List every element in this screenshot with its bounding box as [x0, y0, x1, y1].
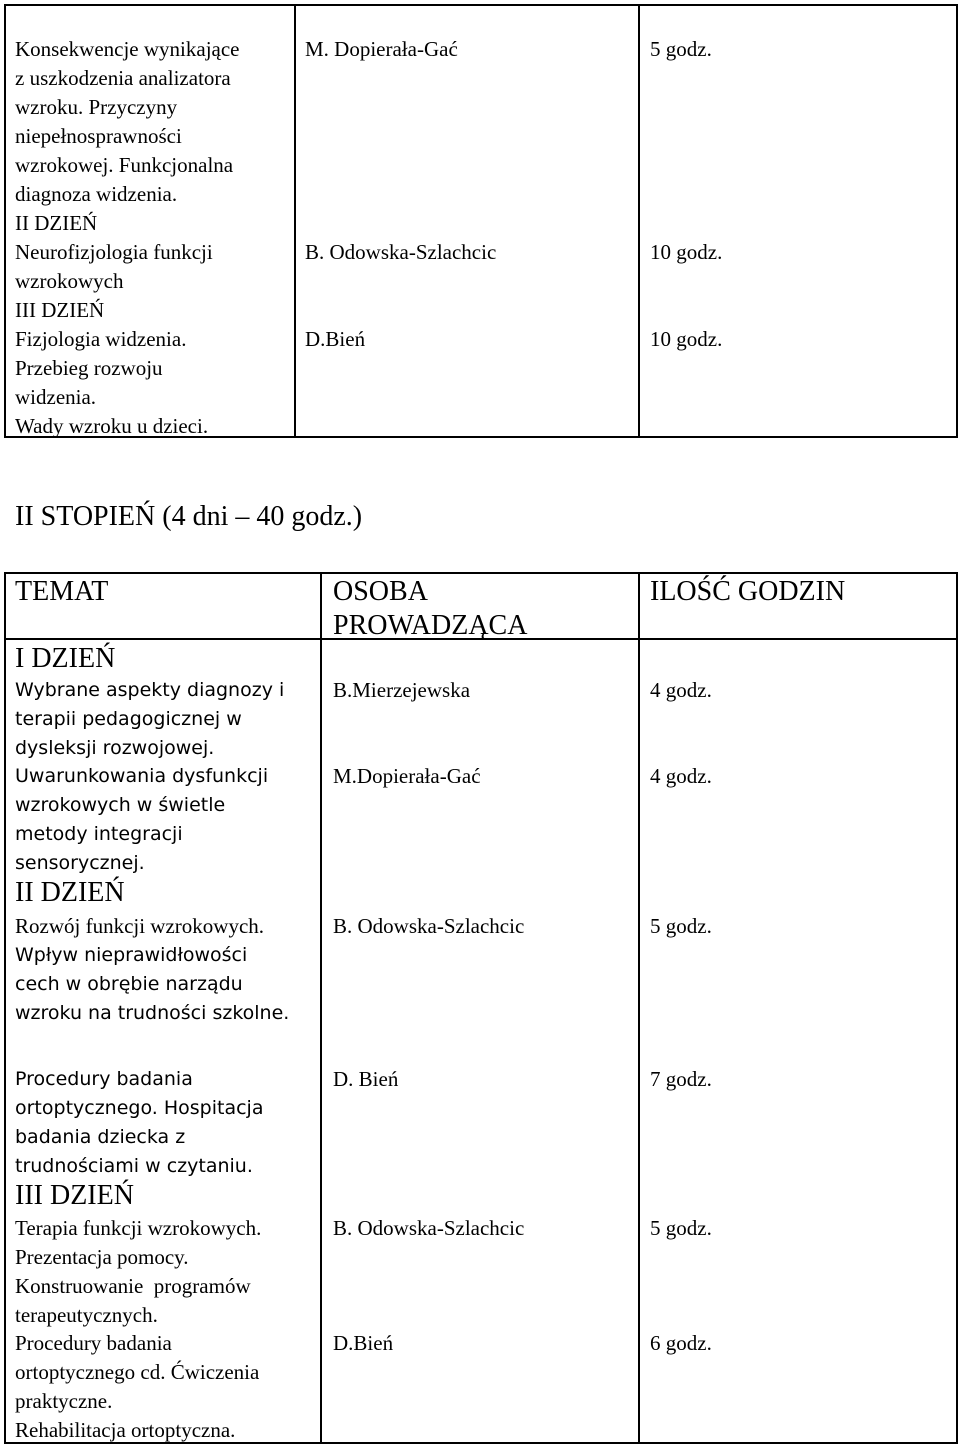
topic-cell — [15, 1065, 263, 1181]
person-cell: D. Bień — [333, 1067, 399, 1091]
topic-cell — [15, 676, 284, 763]
topic-line: cech w obrębie narządu — [15, 973, 243, 995]
topic-line: metody integracji — [15, 823, 183, 845]
person-cell: M. Dopierała-Gać — [305, 37, 458, 61]
day-label: III DZIEŃ — [15, 1180, 134, 1211]
topic-line: Prezentacja pomocy. — [15, 1245, 189, 1269]
table-border — [4, 4, 958, 6]
topic-line: wzroku na trudności szkolne. — [15, 1002, 290, 1024]
topic-cell — [15, 762, 268, 878]
table-border — [4, 572, 958, 574]
topic-cell — [15, 1214, 261, 1330]
header-topic: TEMAT — [15, 576, 109, 607]
topic-line: Fizjologia widzenia. — [15, 327, 187, 351]
person-cell: D.Bień — [305, 327, 366, 351]
table-border — [956, 572, 958, 1444]
topic-cell — [15, 1329, 259, 1445]
topic-line: wzrokowych — [15, 269, 124, 293]
day-label: II DZIEŃ — [15, 877, 125, 908]
section-title: II STOPIEŃ (4 dni – 40 godz.) — [15, 501, 363, 532]
topic-line: z uszkodzenia analizatora — [15, 66, 231, 90]
topic-line: wzrokowej. Funkcjonalna — [15, 153, 234, 177]
topic-line: badania dziecka z — [15, 1126, 186, 1148]
topic-line: Konstruowanie programów — [15, 1274, 251, 1298]
topic-line: terapeutycznych. — [15, 1303, 158, 1327]
topic-line: Wpływ nieprawidłowości — [15, 944, 248, 966]
topic-line: Procedury badania — [15, 1331, 172, 1355]
topic-line: widzenia. — [15, 385, 97, 409]
topic-line: Rozwój funkcji wzrokowych. — [15, 914, 265, 938]
topic-line: Uwarunkowania dysfunkcji — [15, 765, 269, 787]
topic-line: sensorycznej. — [15, 852, 145, 874]
table-border — [4, 4, 6, 438]
hours-cell: 5 godz. — [650, 37, 712, 61]
header-person: OSOBA PROWADZĄCA — [333, 576, 528, 641]
hours-cell: 4 godz. — [650, 764, 712, 788]
topic-line: ortoptycznego. Hospitacja — [15, 1097, 264, 1119]
hours-cell: 5 godz. — [650, 914, 712, 938]
topic-line: wzroku. Przyczyny — [15, 95, 178, 119]
topic-line: Procedury badania — [15, 1068, 193, 1090]
topic-line: Terapia funkcji wzrokowych. — [15, 1216, 262, 1240]
topic-line: Konsekwencje wynikające — [15, 37, 240, 61]
table-border — [320, 572, 322, 1444]
day-label: III DZIEŃ — [15, 298, 105, 322]
person-cell: B. Odowska-Szlachcic — [305, 240, 497, 264]
topic-line: diagnoza widzenia. — [15, 182, 178, 206]
hours-cell: 10 godz. — [650, 240, 723, 264]
day-label: II DZIEŃ — [15, 211, 98, 235]
topic-line: Neurofizjologia funkcji — [15, 240, 213, 264]
topic-cell — [15, 35, 240, 441]
person-cell: B. Odowska-Szlachcic — [333, 1216, 525, 1240]
topic-line: Wady wzroku u dzieci. — [15, 414, 209, 438]
topic-line: Rehabilitacja ortoptyczna. — [15, 1418, 236, 1442]
person-cell: B. Odowska-Szlachcic — [333, 914, 525, 938]
topic-line: niepełnosprawności — [15, 124, 182, 148]
topic-cell — [15, 912, 264, 941]
hours-cell: 10 godz. — [650, 327, 723, 351]
person-cell: D.Bień — [333, 1331, 394, 1355]
hours-cell: 4 godz. — [650, 678, 712, 702]
table-border — [294, 4, 296, 438]
topic-line: trudnościami w czytaniu. — [15, 1155, 253, 1177]
topic-line: terapii pedagogicznej w — [15, 708, 242, 730]
header-hours: ILOŚĆ GODZIN — [650, 576, 846, 607]
day-label: I DZIEŃ — [15, 643, 116, 674]
hours-cell: 5 godz. — [650, 1216, 712, 1240]
table-border — [638, 4, 640, 438]
table-border — [4, 572, 6, 1444]
hours-cell: 6 godz. — [650, 1331, 712, 1355]
hours-cell: 7 godz. — [650, 1067, 712, 1091]
topic-cell — [15, 941, 289, 1028]
topic-line: Przebieg rozwoju — [15, 356, 163, 380]
topic-line: praktyczne. — [15, 1389, 113, 1413]
topic-line: Wybrane aspekty diagnozy i — [15, 679, 285, 701]
person-cell: B.Mierzejewska — [333, 678, 471, 702]
person-cell: M.Dopierała-Gać — [333, 764, 481, 788]
topic-line: dysleksji rozwojowej. — [15, 737, 215, 759]
topic-line: wzrokowych w świetle — [15, 794, 226, 816]
table-border — [638, 572, 640, 1444]
table-border — [956, 4, 958, 438]
topic-line: ortoptycznego cd. Ćwiczenia — [15, 1360, 260, 1384]
